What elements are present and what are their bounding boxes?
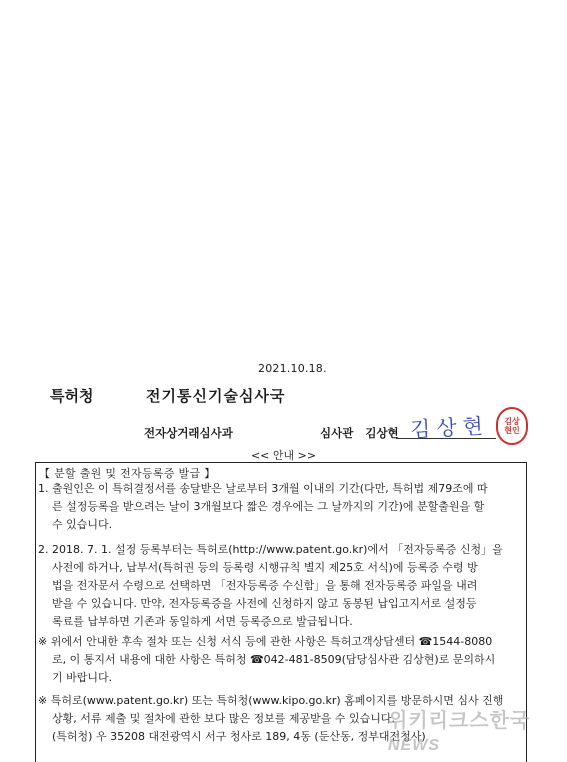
guide-line-text: ※ 위에서 안내한 후속 절차 또는 신청 서식 등에 관한 사항은 특허고객상담센터 ☎1544-8080 bbox=[38, 635, 493, 648]
guide-item-2 bbox=[36, 541, 526, 631]
seal-text-top: 김상 bbox=[504, 417, 520, 426]
guide-line-text: 상황, 서류 제출 및 절차에 관한 보다 많은 정보를 제공받을 수 있습니다. bbox=[38, 712, 395, 725]
guide-line-text: 수 있습니다. bbox=[38, 518, 113, 531]
guide-line-text: 2. 2018. 7. 1. 설정 등록부터는 특허로(http://www.patent.go.kr)에서 「전자등록증 신청」을 bbox=[38, 543, 503, 556]
guide-line bbox=[36, 613, 526, 631]
guide-line-text: 른 설정등록을 받으려는 날이 3개월보다 짧은 경우에는 그 날까지의 기간)에 분할출원을 할 bbox=[38, 500, 485, 513]
seal-text-bottom: 현인 bbox=[504, 426, 520, 435]
handwritten-signature: 김상현 bbox=[409, 413, 490, 443]
guide-line bbox=[36, 541, 526, 559]
guide-item-1 bbox=[36, 480, 526, 534]
guide-line-text: 기 바랍니다. bbox=[38, 671, 113, 684]
guide-line-text: 사전에 하거나, 납부서(특허권 등의 등록령 시행규칙 별지 제25호 서식)에 등록증 수령 방 bbox=[38, 561, 478, 574]
guide-line bbox=[36, 498, 526, 516]
guide-line bbox=[36, 577, 526, 595]
guide-line-text: 받을 수 있습니다. 만약, 전자등록증을 사전에 신청하지 않고 동봉된 납입고지서로 설정등 bbox=[38, 597, 477, 610]
organization-name: 특허청 bbox=[50, 387, 94, 405]
guide-line bbox=[36, 595, 526, 613]
guide-line-text: ※ 특허로(www.patent.go.kr) 또는 특허청(www.kipo.go.kr) 홈페이지를 방문하시면 심사 진행 bbox=[38, 694, 504, 707]
guide-line-text: 록료를 납부하면 기존과 동일하게 서면 등록증으로 발급됩니다. bbox=[38, 615, 353, 628]
guide-note-1 bbox=[36, 633, 526, 687]
guide-line bbox=[36, 651, 526, 669]
guide-line bbox=[36, 480, 526, 498]
guide-line bbox=[36, 559, 526, 577]
guide-title: << 안내 >> bbox=[250, 449, 317, 462]
guide-line-text: 로, 이 통지서 내용에 대한 사항은 특허청 ☎042-481-8509(담당심사관 김상현)로 문의하시 bbox=[38, 653, 496, 666]
official-seal bbox=[496, 407, 528, 445]
division-name: 전자상거래심사과 bbox=[144, 426, 233, 440]
guide-line bbox=[36, 516, 526, 534]
watermark-suffix: NEWS bbox=[388, 737, 440, 754]
guide-line bbox=[36, 669, 526, 687]
section-heading: 【 분할 출원 및 전자등록증 발급 】 bbox=[39, 467, 216, 480]
bureau-name: 전기통신기술심사국 bbox=[146, 387, 286, 405]
guide-line-text: (특허청) 우 35208 대전광역시 서구 청사로 189, 4동 (둔산동, 정부대전청사) bbox=[38, 730, 426, 743]
document-date: 2021.10.18. bbox=[258, 362, 327, 375]
guide-line bbox=[36, 633, 526, 651]
examiner-info bbox=[320, 425, 399, 441]
examiner-title: 심사관 bbox=[320, 426, 354, 440]
news-watermark bbox=[388, 704, 567, 756]
examiner-name: 김상현 bbox=[365, 426, 399, 440]
guide-line-text: 법을 전자문서 수령으로 선택하면 「전자등록증 수신함」을 통해 전자등록증 파일을 내려 bbox=[38, 579, 478, 592]
watermark-text: 위키리크스한국 bbox=[388, 710, 531, 732]
guide-line-text: 1. 출원인은 이 특허결정서를 송달받은 날로부터 3개월 이내의 기간(다만, 특허법 제79조에 따 bbox=[38, 482, 488, 495]
